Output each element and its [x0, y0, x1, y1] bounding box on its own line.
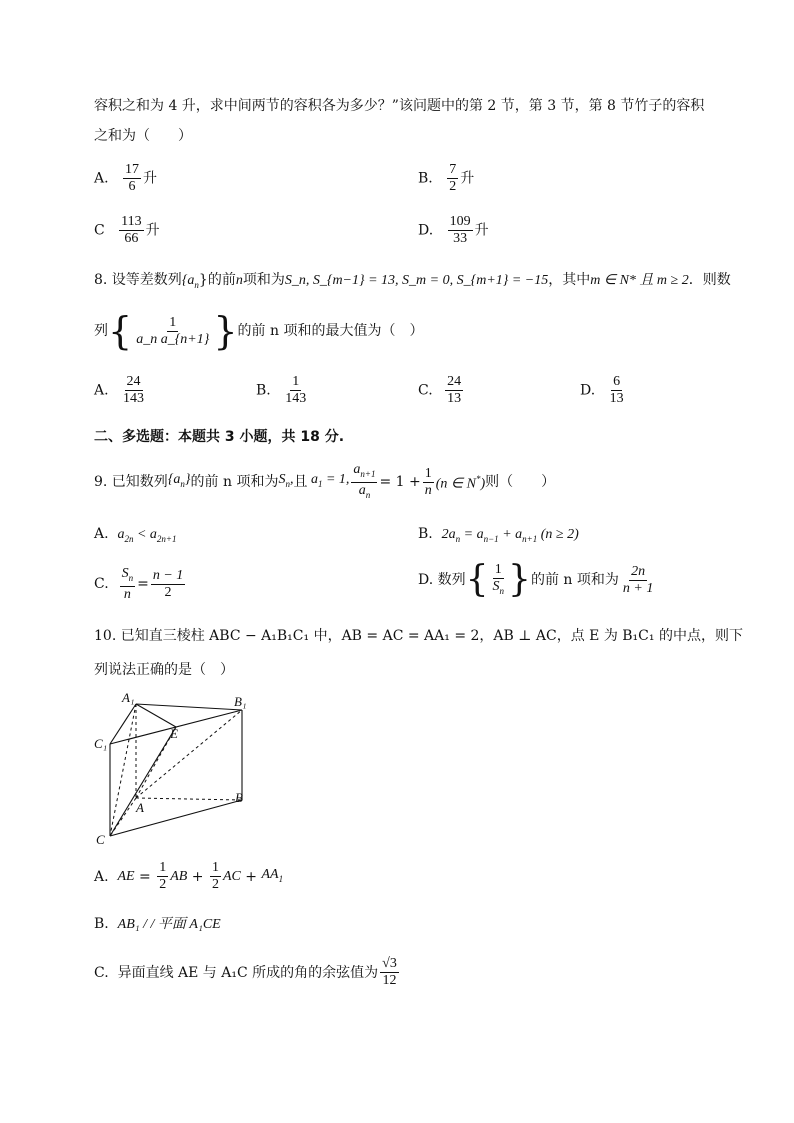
unit: 升	[143, 170, 158, 187]
q10-optC-frac	[380, 956, 399, 989]
q9-domain: (n ∈ N*)	[435, 474, 486, 493]
label-a1: A₁	[122, 690, 135, 705]
q8-prefix: 8. 设等差数列	[94, 272, 182, 288]
denominator: 143	[123, 391, 145, 406]
denominator: $a_n$	[358, 482, 371, 500]
numerator: $S_n$	[120, 566, 136, 587]
option-label: A.	[94, 170, 109, 187]
q9-ratio	[351, 462, 377, 503]
seq-close: }	[198, 272, 208, 288]
fraction	[119, 214, 143, 247]
numerator: 1	[159, 860, 167, 875]
q8-conditions: S_n, S_{m−1} = 13, S_m = 0, S_{m+1} = −15	[284, 273, 549, 288]
plus: +	[187, 868, 208, 885]
numerator: 109	[449, 214, 471, 229]
section-heading: 二、多选题：本题共 3 小题，共 18 分.	[94, 429, 345, 445]
denominator: 2	[164, 584, 172, 600]
q10-option-b	[94, 914, 221, 935]
q8-option-c	[418, 374, 465, 407]
numerator: 17	[125, 162, 140, 177]
q8-option-d	[580, 374, 628, 407]
q7-option-b	[418, 162, 474, 195]
q8-line2-suffix: 的前 n 项和的最大值为（ ）	[237, 323, 424, 339]
q8-fraction	[134, 315, 211, 348]
q7-line1: 容积之和为 4 升，求中间两节的容积各为多少？”该问题中的第 2 节，第 3 节，第 8 节竹子的容积	[94, 98, 705, 114]
equals: =	[134, 868, 156, 885]
numerator: n − 1	[152, 567, 184, 583]
q9-cond: 且	[293, 474, 308, 491]
q9-eq: = 1 +	[379, 474, 421, 491]
q9-mid: 的前 n 项和为	[190, 474, 279, 491]
prism-figure	[92, 690, 262, 850]
numerator: 6	[613, 374, 621, 389]
q7-line2: 之和为（ ）	[94, 128, 192, 144]
denominator: 2	[211, 877, 219, 892]
numerator: 2n	[631, 563, 646, 579]
q9-option-b	[418, 524, 579, 549]
q9-optD-mid: 的前 n 项和为	[530, 572, 619, 589]
vector-aa1: $AA_1$	[261, 866, 284, 884]
denominator: 13	[447, 391, 462, 406]
numerator: 24	[447, 374, 462, 389]
q9-option-c	[94, 566, 187, 603]
right-brace: }	[508, 559, 531, 601]
option-label: C.	[94, 576, 109, 593]
numerator: 113	[121, 214, 142, 229]
var-n: n	[235, 273, 243, 288]
label-e: E	[170, 726, 178, 741]
q8-option-b	[256, 374, 310, 407]
numerator: 1	[424, 465, 432, 481]
edge-a-b	[136, 798, 242, 800]
q9-seq: $\{a_n\}$	[167, 472, 191, 490]
numerator: 7	[449, 162, 457, 177]
q8-line2-prefix: 列	[94, 323, 108, 339]
label-c: C	[96, 832, 105, 847]
q9-sn: $S_n$,	[278, 472, 294, 490]
q8-mid2: 项和为	[242, 272, 285, 288]
option-label: B.	[418, 170, 433, 187]
q8-end: ．则数	[688, 272, 731, 288]
edge-a1-b1	[136, 704, 242, 710]
denominator: 12	[382, 973, 397, 988]
numerator: $a_{n+1}$	[351, 462, 377, 483]
segment-c-e	[110, 727, 176, 836]
option-label: B.	[256, 382, 271, 399]
left-brace: {	[108, 309, 133, 353]
vector-ab: AB	[170, 868, 188, 884]
option-label: B.	[418, 526, 433, 542]
vector-ac: AC	[222, 868, 241, 884]
q9-optA-expr: $a_{2n} < a_{2n+1}$	[117, 527, 177, 544]
fraction	[445, 374, 463, 407]
q8-line1	[94, 270, 731, 295]
label-b1: B₁	[234, 694, 247, 709]
numerator: 1	[169, 314, 177, 330]
unit: 升	[460, 170, 475, 187]
q9-optB-expr: $2a_n = a_{n-1} + a_{n+1}$ (n ≥ 2)	[441, 527, 579, 544]
fraction	[447, 162, 458, 195]
segment-a1-e	[136, 704, 176, 727]
q9-optD-pre: 数列	[437, 572, 466, 589]
numerator: 24	[126, 374, 141, 389]
option-label: C	[94, 222, 105, 239]
denominator: 33	[453, 231, 468, 246]
q10-line2: 列说法正确的是（ ）	[94, 662, 234, 678]
option-label: A.	[94, 868, 109, 885]
option-label: D.	[418, 572, 434, 589]
q10-optB-text: AB₁ / / 平面 A₁CE	[117, 917, 221, 932]
vector-ae: AE	[117, 868, 135, 884]
q8-condition2: m ∈ N* 且 m ≥ 2	[590, 273, 689, 288]
fraction	[121, 374, 146, 407]
q8-mid3: ，其中	[548, 272, 591, 288]
option-label: B.	[94, 916, 109, 932]
denominator: 13	[609, 391, 624, 406]
left-brace: {	[465, 559, 489, 601]
half	[210, 860, 221, 893]
numerator: 1	[494, 562, 502, 577]
q10-option-c	[94, 956, 401, 989]
plus: +	[240, 868, 262, 885]
q9-optD-result	[621, 564, 655, 597]
seq-sub: n	[194, 279, 199, 290]
q9-option-d	[418, 559, 657, 601]
denominator: $S_n$	[492, 579, 505, 596]
q9-one-over-n	[423, 466, 434, 499]
q9-option-a	[94, 524, 177, 549]
denominator: 2	[159, 877, 167, 892]
denominator: n	[123, 586, 131, 602]
unit: 升	[474, 222, 489, 239]
denominator: n	[424, 482, 432, 498]
q9-end: 则（ ）	[485, 474, 556, 491]
option-label: D.	[418, 222, 434, 239]
numerator: 1	[292, 374, 300, 389]
denominator: 2	[449, 179, 457, 194]
q7-option-c	[94, 214, 160, 247]
option-label: A.	[94, 382, 109, 399]
q10-optC-text: 异面直线 AE 与 A₁C 所成的角的余弦值为	[117, 964, 379, 981]
fraction	[608, 374, 626, 407]
equals: =	[137, 576, 149, 593]
q10-option-a	[94, 860, 283, 893]
option-label: D.	[580, 382, 596, 399]
q8-mid1: 的前	[207, 272, 236, 288]
seq-open: {a	[181, 273, 195, 288]
denominator: 66	[124, 231, 139, 246]
label-b: B	[235, 790, 243, 805]
denominator: n + 1	[622, 580, 654, 596]
unit: 升	[145, 222, 160, 239]
denominator: 6	[128, 179, 136, 194]
denominator: 143	[285, 391, 307, 406]
q9-a1: $a_1 = 1$,	[307, 472, 350, 490]
q7-option-d	[418, 214, 489, 247]
numerator: √3	[382, 956, 397, 971]
numerator: 1	[211, 860, 219, 875]
q8-line2	[94, 309, 424, 353]
q7-option-a	[94, 162, 157, 195]
q9-optC-rhs	[151, 568, 185, 601]
edge-c-b	[110, 800, 242, 836]
q9-optC-lhs	[120, 566, 136, 603]
q8-option-a	[94, 374, 148, 407]
option-label: C.	[418, 382, 433, 399]
right-brace: }	[213, 309, 238, 353]
q9-optD-frac	[491, 562, 507, 599]
denominator: a_n a_{n+1}	[136, 331, 210, 347]
option-label: C.	[94, 964, 109, 981]
fraction	[123, 162, 141, 195]
half	[157, 860, 168, 893]
label-a: A	[136, 800, 144, 815]
q9-prefix: 9. 已知数列	[94, 474, 168, 491]
label-c1: C₁	[94, 736, 108, 751]
q9-line1	[94, 462, 555, 503]
fraction	[448, 214, 473, 247]
fraction	[283, 374, 308, 407]
option-label: A.	[94, 526, 109, 542]
q10-line1: 10. 已知直三棱柱 ABC − A₁B₁C₁ 中，AB = AC = AA₁ = 2，AB ⊥ AC，点 E 为 B₁C₁ 的中点，则下	[94, 628, 743, 644]
